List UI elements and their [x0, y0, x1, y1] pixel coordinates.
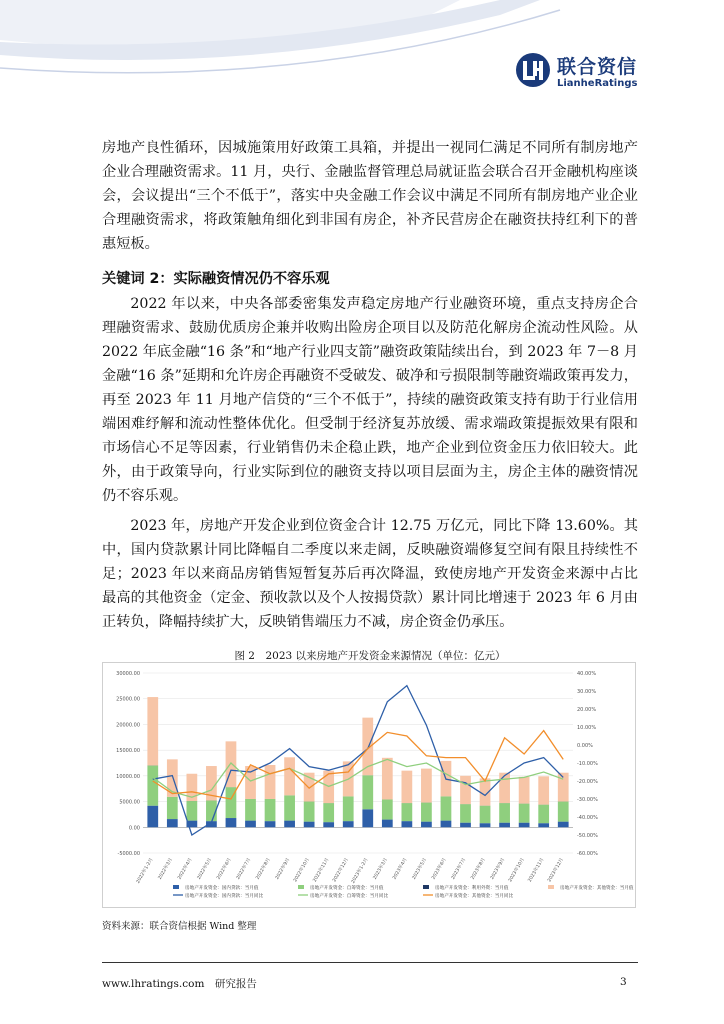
- x-tick-label: 2022年4月: [177, 857, 194, 881]
- bar-segment: [401, 771, 412, 803]
- bar-segment: [499, 773, 510, 803]
- bar-segment: [284, 757, 295, 795]
- x-tick-label: 2022年12月: [332, 857, 350, 884]
- y-right-tick-label: 20.00%: [577, 707, 597, 713]
- bar-segment: [304, 822, 315, 828]
- bar-segment: [167, 819, 178, 827]
- legend-label: 房地产开发资金：其他资金：当月值: [560, 886, 634, 891]
- x-tick-label: 2023年9月: [490, 857, 507, 881]
- logo-english-name: LianheRatings: [557, 78, 638, 89]
- y-right-tick-label: -20.00%: [577, 779, 598, 785]
- y-left-tick-label: 10000.00: [116, 773, 140, 780]
- bar-segment: [421, 822, 432, 828]
- bar-segment: [265, 799, 276, 821]
- x-tick-label: 2023年8月: [470, 857, 487, 881]
- bar-segment: [245, 821, 256, 828]
- bar-segment: [441, 821, 452, 828]
- x-tick-label: 2022年11月: [312, 857, 331, 884]
- bar-segment: [284, 821, 295, 828]
- paragraph-3: 2023 年，房地产开发企业到位资金合计 12.75 万亿元，同比下降 13.60%。其中，国内贷款累计同比降幅自二季度以来走阔，反映融资端修复空间有限且持续性不足；2023 年以来商品房销售短暂复苏后再次降温，致使房地产开发资金来源中占比最高的其他资金（定金、预收款以及个人按揭贷款）累计同比增速于 2023 年 6 月由正转负，降幅持续扩大，反映销售端压力不减，房企资金仍承压。: [102, 518, 638, 630]
- bar-segment: [480, 823, 491, 827]
- bar-segment: [147, 697, 158, 765]
- y-right-tick-label: 30.00%: [577, 689, 597, 695]
- legend-swatch: [173, 885, 179, 889]
- bar-segment: [382, 800, 393, 820]
- paragraph-1: 房地产良性循环，因城施策用好政策工具箱，并提出一视同仁满足不同所有制房地产企业合理融资需求。11 月，央行、金融监督管理总局就证监会联合召开金融机构座谈会，会议提出“三个不低于”，落实中央金融工作会议中满足不同所有制房地产业企业合理融资需求，将政策触角细化到非国有房企，补齐民营房企在融资扶持红利下的普惠短板。: [102, 140, 638, 252]
- legend-label: 房地产开发资金：自筹资金：当月值: [310, 886, 384, 891]
- y-right-tick-label: 0.00%: [577, 743, 593, 749]
- bar-segment: [441, 796, 452, 820]
- x-tick-label: 2023年7月: [450, 857, 468, 881]
- y-left-tick-label: 20000.00: [116, 722, 140, 729]
- funding-chart: [102, 662, 636, 908]
- bar-segment: [284, 795, 295, 820]
- logo-chinese-name: 联合资信: [557, 56, 638, 78]
- x-tick-label: 2022年3月: [157, 857, 175, 881]
- y-left-tick-label: 30000.00: [116, 671, 140, 677]
- bar-segment: [460, 804, 471, 823]
- figure-title: 图 2 2023 以来房地产开发资金来源情况（单位：亿元）: [234, 650, 506, 662]
- legend-swatch: [548, 885, 554, 889]
- x-tick-label: 2022年7月: [235, 857, 253, 881]
- footer-rule: [102, 962, 638, 963]
- bar-segment: [499, 823, 510, 828]
- x-tick-label: 2023年12月: [547, 857, 565, 884]
- bar-segment: [538, 776, 549, 804]
- bar-segment: [538, 805, 549, 824]
- x-tick-label: 2022年6月: [216, 857, 233, 881]
- paragraph-2: 2022 年以来，中央各部委密集发声稳定房地产行业融资环境，重点支持房企合理融资需求、鼓励优质房企兼并收购出险房企项目以及防范化解房企流动性风险。从 2022 年底金融“16 条”和“地产行业四支箭”融资政策陆续出台，到 2023 年 7－8 月金融“16 条”延期和允许房企再融资不受破发、破净和亏损限制等融资端政策再发力，再至 2023 年 11 月地产信贷的“三个不低于”，持续的融资政策支持有助于行业信用端困难纾解和流动性整体优化。但受制于经济复苏放缓、需求端政策提振效果有限和市场信心不足等因素，行业销售仍未企稳止跌，地产企业到位资金压力依旧较大。此外，由于政策导向，行业实际到位的融资支持以项目层面为主，房企主体的融资情况仍不容乐观。: [102, 296, 638, 504]
- bar-segment: [519, 804, 530, 823]
- bar-segment: [499, 803, 510, 823]
- y-right-tick-label: -30.00%: [577, 797, 598, 803]
- bar-segment: [401, 821, 412, 827]
- bar-segment: [226, 818, 237, 827]
- bar-segment: [186, 801, 197, 821]
- bar-segment: [265, 821, 276, 827]
- legend-label: 房地产开发资金：自筹资金：当月同比: [310, 894, 389, 899]
- y-left-tick-label: 5000.00: [119, 799, 140, 806]
- bar-segment: [421, 769, 432, 803]
- bar-segment: [147, 806, 158, 828]
- y-left-tick-label: 25000.00: [116, 696, 140, 703]
- bar-segment: [480, 806, 491, 823]
- legend-swatch: [423, 885, 429, 889]
- section-heading: 关键词 2：实际融资情况仍不容乐观: [102, 271, 330, 287]
- x-tick-label: 2023年11月: [527, 857, 546, 884]
- y-right-tick-label: -40.00%: [577, 815, 598, 821]
- bar-segment: [401, 803, 412, 821]
- bar-segment: [343, 796, 354, 821]
- bar-segment: [558, 822, 569, 828]
- bar-segment: [519, 823, 530, 828]
- figure-source: 资料来源：联合资信根据 Wind 整理: [102, 921, 257, 932]
- y-left-tick-label: 0.00: [128, 825, 140, 832]
- bar-segment: [362, 809, 373, 827]
- bar-segment: [382, 758, 393, 800]
- bar-segment: [558, 802, 569, 822]
- bar-segment: [538, 823, 549, 827]
- funding-chart-svg: [103, 663, 635, 907]
- bar-segment: [343, 821, 354, 827]
- bar-segment: [460, 776, 471, 804]
- legend-label: 房地产开发资金：利用外资：当月值: [435, 886, 509, 891]
- y-right-tick-label: -10.00%: [577, 761, 598, 767]
- x-tick-label: 2023年1-2月: [350, 857, 370, 885]
- bar-segment: [304, 802, 315, 822]
- x-tick-label: 2023年4月: [392, 857, 409, 881]
- bar-segment: [167, 797, 178, 819]
- bar-segment: [245, 799, 256, 821]
- x-tick-label: 2023年3月: [372, 857, 390, 881]
- y-right-tick-label: -60.00%: [577, 851, 598, 857]
- bar-segment: [323, 822, 334, 827]
- bar-segment: [460, 823, 471, 828]
- lianhe-logo-icon: [515, 52, 551, 88]
- x-tick-label: 2023年5月: [411, 857, 429, 881]
- bar-segment: [519, 777, 530, 804]
- legend-swatch: [298, 885, 304, 889]
- x-tick-label: 2023年6月: [431, 857, 448, 881]
- x-tick-label: 2023年10月: [508, 857, 526, 884]
- x-tick-label: 2022年10月: [293, 857, 311, 884]
- x-tick-label: 2022年8月: [255, 857, 272, 881]
- bar-segment: [323, 803, 334, 822]
- bar-segment: [147, 766, 158, 806]
- bar-segment: [265, 765, 276, 799]
- bar-segment: [362, 775, 373, 809]
- y-left-tick-label: -5000.00: [117, 851, 140, 857]
- y-right-tick-label: 40.00%: [577, 671, 597, 677]
- x-tick-label: 2022年1-2月: [135, 857, 155, 885]
- y-left-tick-label: 15000.00: [116, 748, 140, 755]
- legend-label: 房地产开发资金：其他资金：当月同比: [435, 894, 514, 899]
- footer-url: www.lhratings.com 研究报告: [102, 978, 257, 990]
- y-right-tick-label: 10.00%: [577, 725, 597, 731]
- legend-label: 房地产开发资金：国内贷款：当月同比: [185, 894, 264, 899]
- legend-label: 房地产开发资金：国内贷款：当月值: [185, 886, 259, 891]
- page-number: 3: [620, 976, 627, 988]
- bar-segment: [382, 820, 393, 828]
- x-tick-label: 2022年9月: [275, 857, 292, 881]
- y-right-tick-label: -50.00%: [577, 833, 598, 839]
- bar-segment: [421, 803, 432, 822]
- x-tick-label: 2022年5月: [196, 857, 214, 881]
